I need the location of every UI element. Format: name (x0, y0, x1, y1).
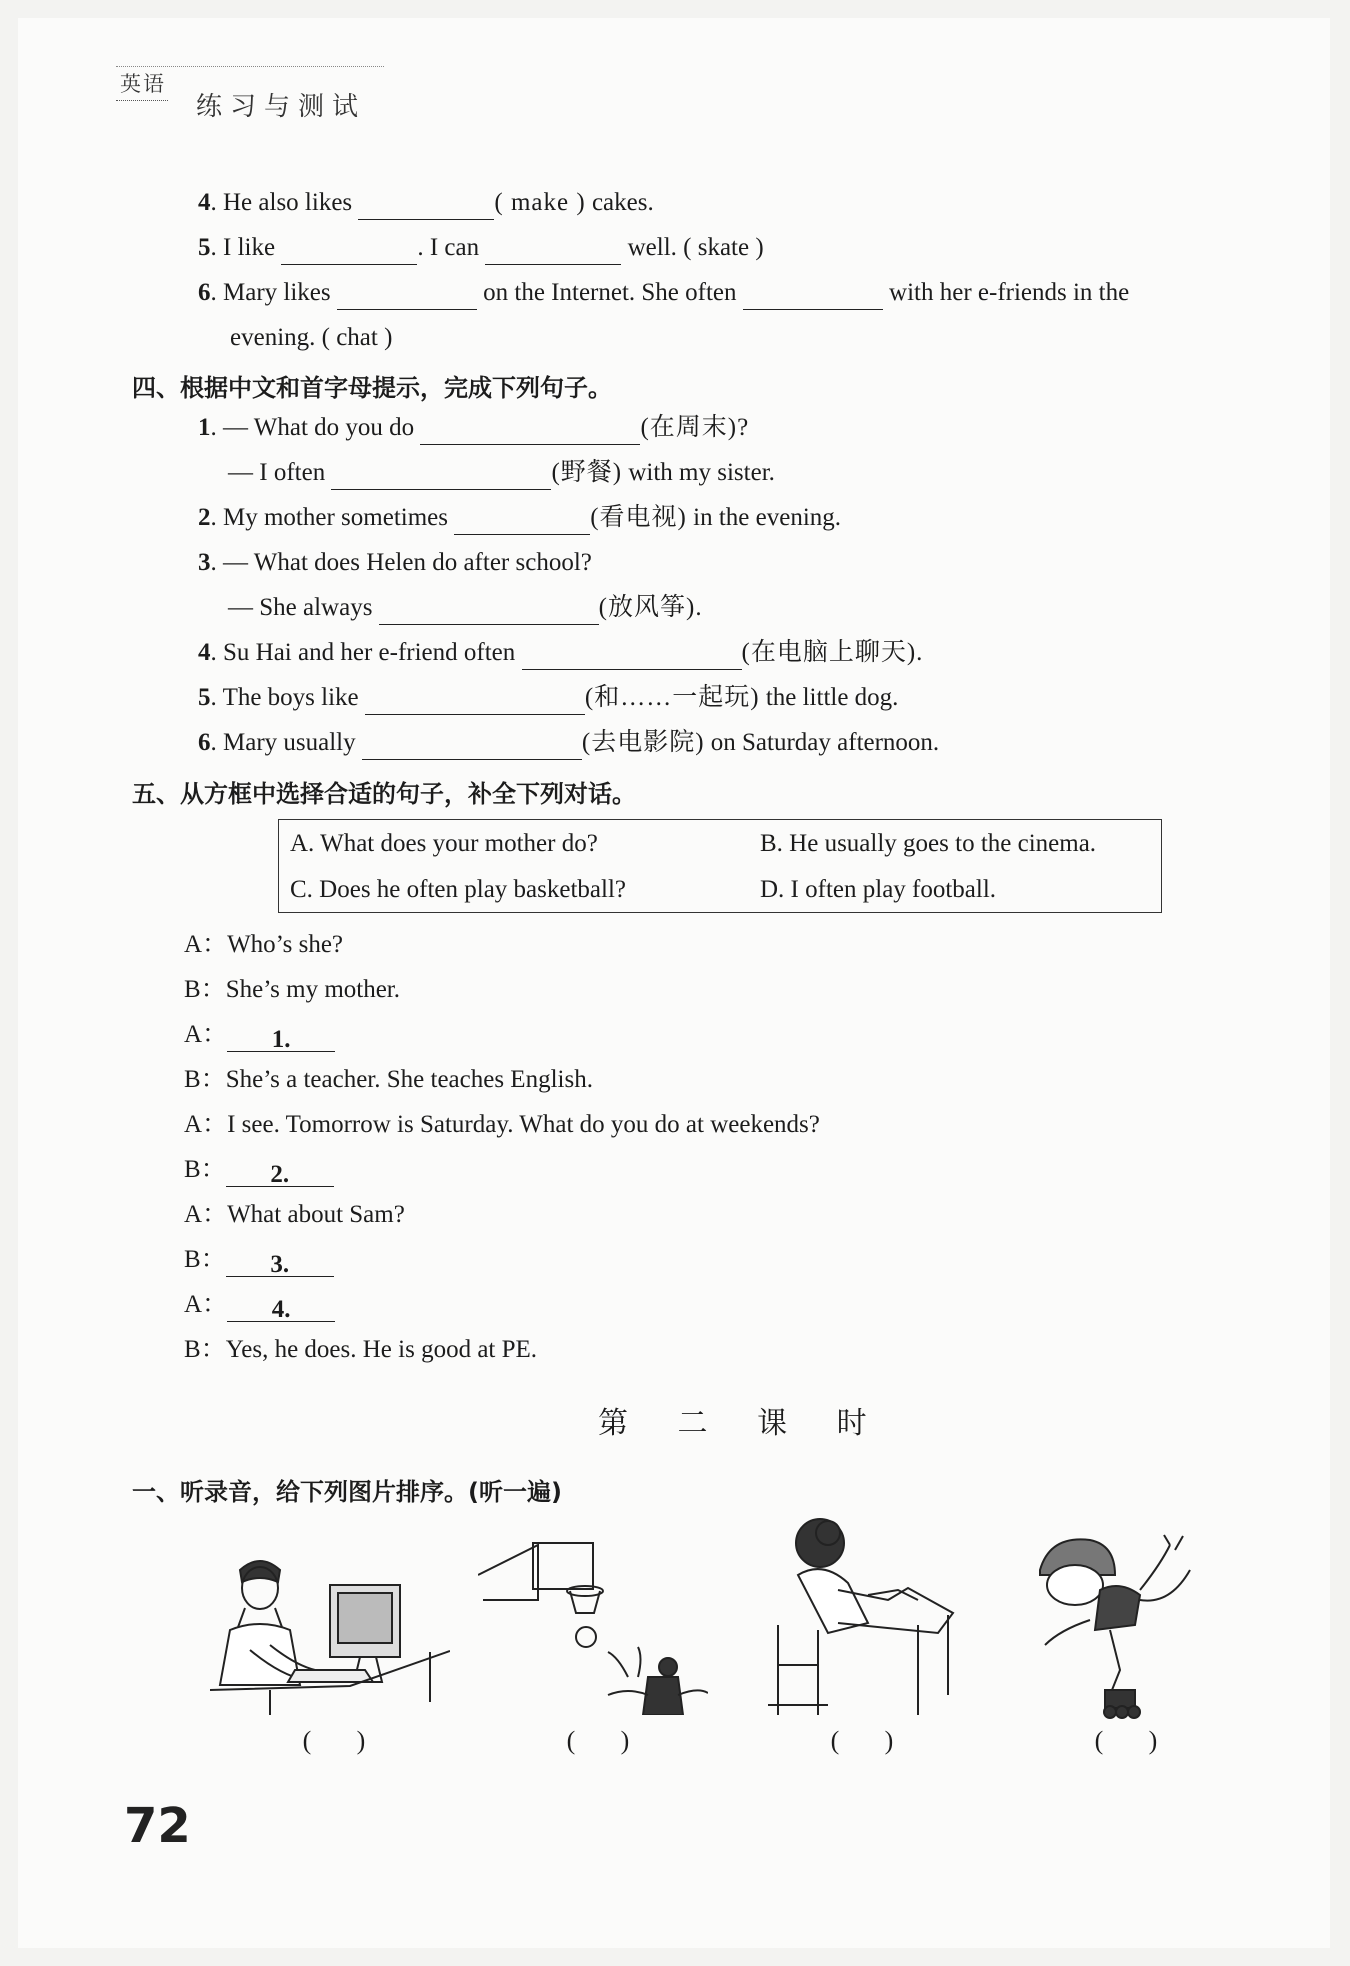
picture-man-computer (210, 1540, 450, 1715)
dialog-blank-4[interactable]: 4. (227, 1293, 335, 1322)
question-6: 6. Mary likes on the Internet. She often with her e-friends in the (198, 276, 1129, 310)
answer-blank[interactable] (362, 731, 582, 760)
listening-section-title: 一、听录音，给下列图片排序。(听一遍) (132, 1478, 562, 1506)
answer-blank[interactable] (454, 506, 590, 535)
dialog-blank-2[interactable]: 2. (226, 1158, 334, 1187)
s4-item-1-reply: — I often (野餐) with my sister. (228, 456, 775, 490)
dialog-line-9: A： 4. (184, 1288, 335, 1322)
answer-blank[interactable] (365, 686, 585, 715)
s4-item-3: 3. — What does Helen do after school? (198, 549, 592, 576)
answer-blank[interactable] (743, 281, 883, 310)
dialog-line-2: B：She’s my mother. (184, 976, 401, 1003)
option-d: D. I often play football. (760, 876, 997, 903)
s4-item-4: 4. Su Hai and her e-friend often (在电脑上聊天). (198, 636, 923, 670)
answer-paren-3[interactable]: ( ) (830, 1726, 894, 1755)
dialog-line-8: B： 3. (184, 1243, 334, 1277)
option-a: A. What does your mother do? (290, 830, 598, 857)
s4-item-3-reply: — She always (放风筝). (228, 591, 703, 625)
answer-blank[interactable] (358, 191, 494, 220)
question-6-continued: evening. ( chat ) (230, 324, 393, 351)
s4-item-6: 6. Mary usually (去电影院) on Saturday afternoon. (198, 726, 939, 760)
dialog-line-7: A：What about Sam? (184, 1201, 405, 1228)
picture-basketball (478, 1535, 708, 1715)
question-5: 5. I like . I can well. ( skate ) (198, 231, 764, 265)
option-b: B. He usually goes to the cinema. (760, 830, 1097, 857)
s4-item-5: 5. The boys like (和……一起玩) the little dog. (198, 681, 898, 715)
dialog-blank-1[interactable]: 1. (227, 1023, 335, 1052)
section-4-title: 四、根据中文和首字母提示，完成下列句子。 (132, 374, 612, 402)
answer-blank[interactable] (379, 596, 599, 625)
header-subject: 英语 (116, 68, 168, 101)
answer-blank[interactable] (337, 281, 477, 310)
dialog-blank-3[interactable]: 3. (226, 1248, 334, 1277)
dialog-line-4: B：She’s a teacher. She teaches English. (184, 1066, 593, 1093)
answer-paren-2[interactable]: ( ) (566, 1726, 630, 1755)
answer-blank[interactable] (522, 641, 742, 670)
s4-item-1: 1. — What do you do (在周末)? (198, 411, 749, 445)
answer-paren-4[interactable]: ( ) (1094, 1726, 1158, 1755)
answer-blank[interactable] (485, 236, 621, 265)
picture-girl-writing (758, 1515, 958, 1715)
header-series: 练习与测试 (196, 92, 367, 122)
dialog-line-5: A：I see. Tomorrow is Saturday. What do you do at weekends? (184, 1111, 820, 1138)
dialog-line-6: B： 2. (184, 1153, 334, 1187)
header-divider (116, 66, 384, 67)
dialog-line-3: A： 1. (184, 1018, 335, 1052)
picture-boy-skating (1030, 1530, 1210, 1720)
s4-item-2: 2. My mother sometimes (看电视) in the evening. (198, 501, 841, 535)
page-number: 72 (124, 1798, 191, 1854)
section-5-title: 五、从方框中选择合适的句子，补全下列对话。 (132, 780, 636, 808)
answer-paren-1[interactable]: ( ) (302, 1726, 366, 1755)
option-c: C. Does he often play basketball? (290, 876, 627, 903)
dialog-line-1: A：Who’s she? (184, 931, 344, 958)
lesson-2-title: 第 二 课 时 (598, 1406, 887, 1441)
answer-blank[interactable] (420, 416, 640, 445)
dialog-line-10: B：Yes, he does. He is good at PE. (184, 1336, 538, 1363)
answer-blank[interactable] (281, 236, 417, 265)
question-4: 4. He also likes ( make ) cakes. (198, 186, 654, 220)
answer-blank[interactable] (331, 461, 551, 490)
